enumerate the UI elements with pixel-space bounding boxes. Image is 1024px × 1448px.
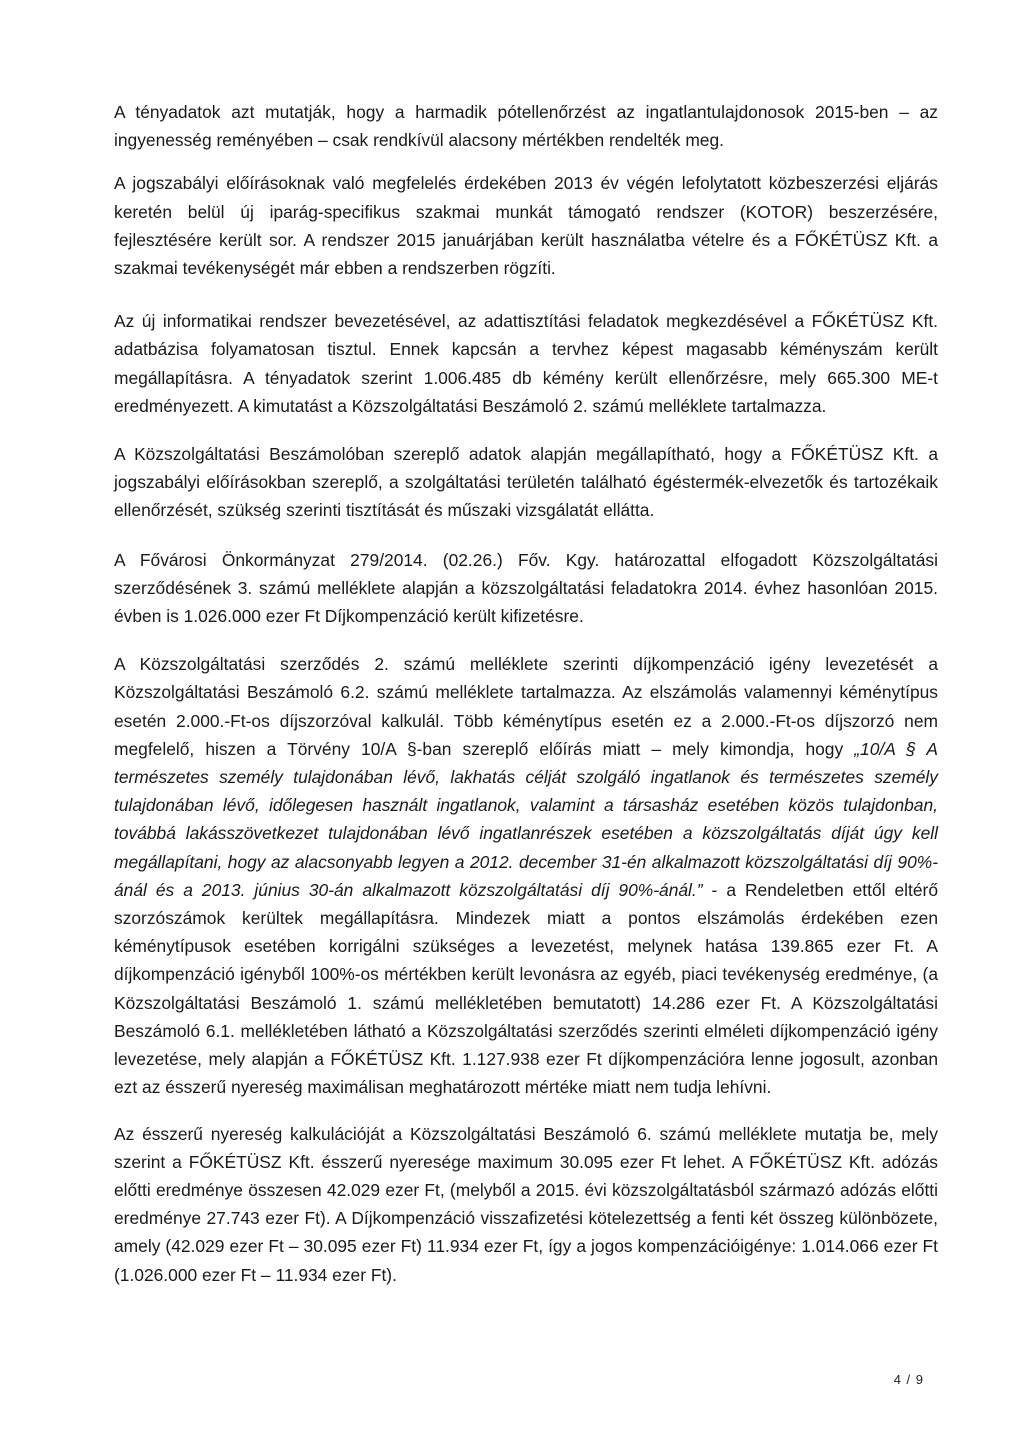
- paragraph-database-cleanup: Az új informatikai rendszer bevezetésével, az adattisztítási feladatok megkezdésével a FŐKÉTÜSZ Kft. adatbázisa folyamatosan tisztul. Ennek kapcsán a tervhez képest magasabb kéményszám került megállapításra. A tényadatok szerint 1.006.485 db kémény került ellenőrzésre, mely 665.300 ME-t eredményezett. A kimutatást a Közszolgáltatási Beszámoló 2. számú melléklete tartalmazza.: [114, 311, 938, 416]
- derivation-text-before: A Közszolgáltatási szerződés 2. számú melléklete szerinti díjkompenzáció igény levezetését a Közszolgáltatási Beszámoló 6.2. számú melléklete tartalmazza. Az elszámolás valamennyi kéménytípus esetén 2.000.-Ft-os díjszorzóval kalkulál. Több kéménytípus esetén ez a 2.000.-Ft-os díjszorzó nem megfelelő, hiszen a Törvény 10/A §-ban szereplő előírás miatt – mely kimondja, hogy: [114, 654, 938, 759]
- paragraph-kotor-system: A jogszabályi előírásoknak való megfelelés érdekében 2013 év végén lefolytatott közbeszerzési eljárás keretén belül új iparág-specifikus szakmai munkát támogató rendszer (KOTOR) beszerzésére, fejlesztésére került sor. A rendszer 2015 januárjában került használatba vételre és a FŐKÉTÜSZ Kft. a szakmai tevékenységét már ebben a rendszerben rögzíti.: [114, 173, 938, 279]
- paragraph-report-findings: A Közszolgáltatási Beszámolóban szereplő adatok alapján megállapítható, hogy a FŐKÉTÜSZ Kft. a jogszabályi előírásokban szereplő, a szolgáltatási területén található égéstermék-elvezetők és tartozékaik ellenőrzését, szükség szerinti tisztítását és műszaki vizsgálatát ellátta.: [114, 444, 938, 521]
- law-quote: „10/A § A természetes személy tulajdonában lévő, lakhatás célját szolgáló ingatlanok és természetes személy tulajdonában lévő, időlegesen használt ingatlanok, valamint a társasház esetében közös tulajdonban, továbbá lakásszövetkezet tulajdonában lévő ingatlanrészek esetében a közszolgáltatás díját úgy kell megállapítani, hogy az alacsonyabb legyen a 2012. december 31-én alkalmazott közszolgáltatási díj 90%-ánál és a 2013. június 30-án alkalmazott közszolgáltatási díj 90%-ánál.”: [114, 738, 938, 900]
- page-number: 4 / 9: [893, 1372, 924, 1387]
- paragraph-reasonable-profit: Az ésszerű nyereség kalkulációját a Közszolgáltatási Beszámoló 6. számú melléklete mutatja be, mely szerint a FŐKÉTÜSZ Kft. ésszerű nyeresége maximum 30.095 ezer Ft lehet. A FŐKÉTÜSZ Kft. adózás előtti eredménye összesen 42.029 ezer Ft, (melyből a 2015. évi közszolgáltatásból származó adózás előtti eredménye 27.743 ezer Ft). A Díjkompenzáció visszafizetési kötelezettség a fenti két összeg különbözete, amely (42.029 ezer Ft – 30.095 ezer Ft) 11.934 ezer Ft, így a jogos kompenzációigénye: 1.014.066 ezer Ft (1.026.000 ezer Ft – 11.934 ezer Ft).: [114, 1123, 938, 1285]
- paragraph-compensation-derivation: [114, 650, 938, 1101]
- paragraph-compensation-paid: A Fővárosi Önkormányzat 279/2014. (02.26.) Főv. Kgy. határozattal elfogadott Közszolgáltatási szerződésének 3. számú melléklete alapján a közszolgáltatási feladatokra 2014. évhez hasonlóan 2015. évben is 1.026.000 ezer Ft Díjkompenzáció került kifizetésre.: [114, 549, 938, 627]
- paragraph-third-check: A tényadatok azt mutatják, hogy a harmadik pótellenőrzést az ingatlantulajdonosok 2015-ben – az ingyenesség reményében – csak rendkívül alacsony mértékben rendelték meg.: [114, 102, 938, 151]
- document-page: [114, 98, 938, 1307]
- derivation-text-after: - a Rendeletben ettől eltérő szorzószámok kerültek megállapításra. Mindezek miatt a pontos elszámolás érdekében ezen kéménytípusok esetében korrigálni szükséges a levezetést, melynek hatása 139.865 ezer Ft. A díjkompenzáció igényből 100%-os mértékben került levonásra az egyéb, piaci tevékenység eredménye, (a Közszolgáltatási Beszámoló 1. számú mellékletében bemutatott) 14.286 ezer Ft. A Közszolgáltatási Beszámoló 6.1. mellékletében látható a Közszolgáltatási szerződés szerinti elméleti díjkompenzáció igény levezetése, mely alapján a FŐKÉTÜSZ Kft. 1.127.938 ezer Ft díjkompenzációra lenne jogosult, azonban ezt az ésszerű nyereség maximálisan meghatározott mértéke miatt nem tudja lehívni.: [114, 879, 938, 1098]
